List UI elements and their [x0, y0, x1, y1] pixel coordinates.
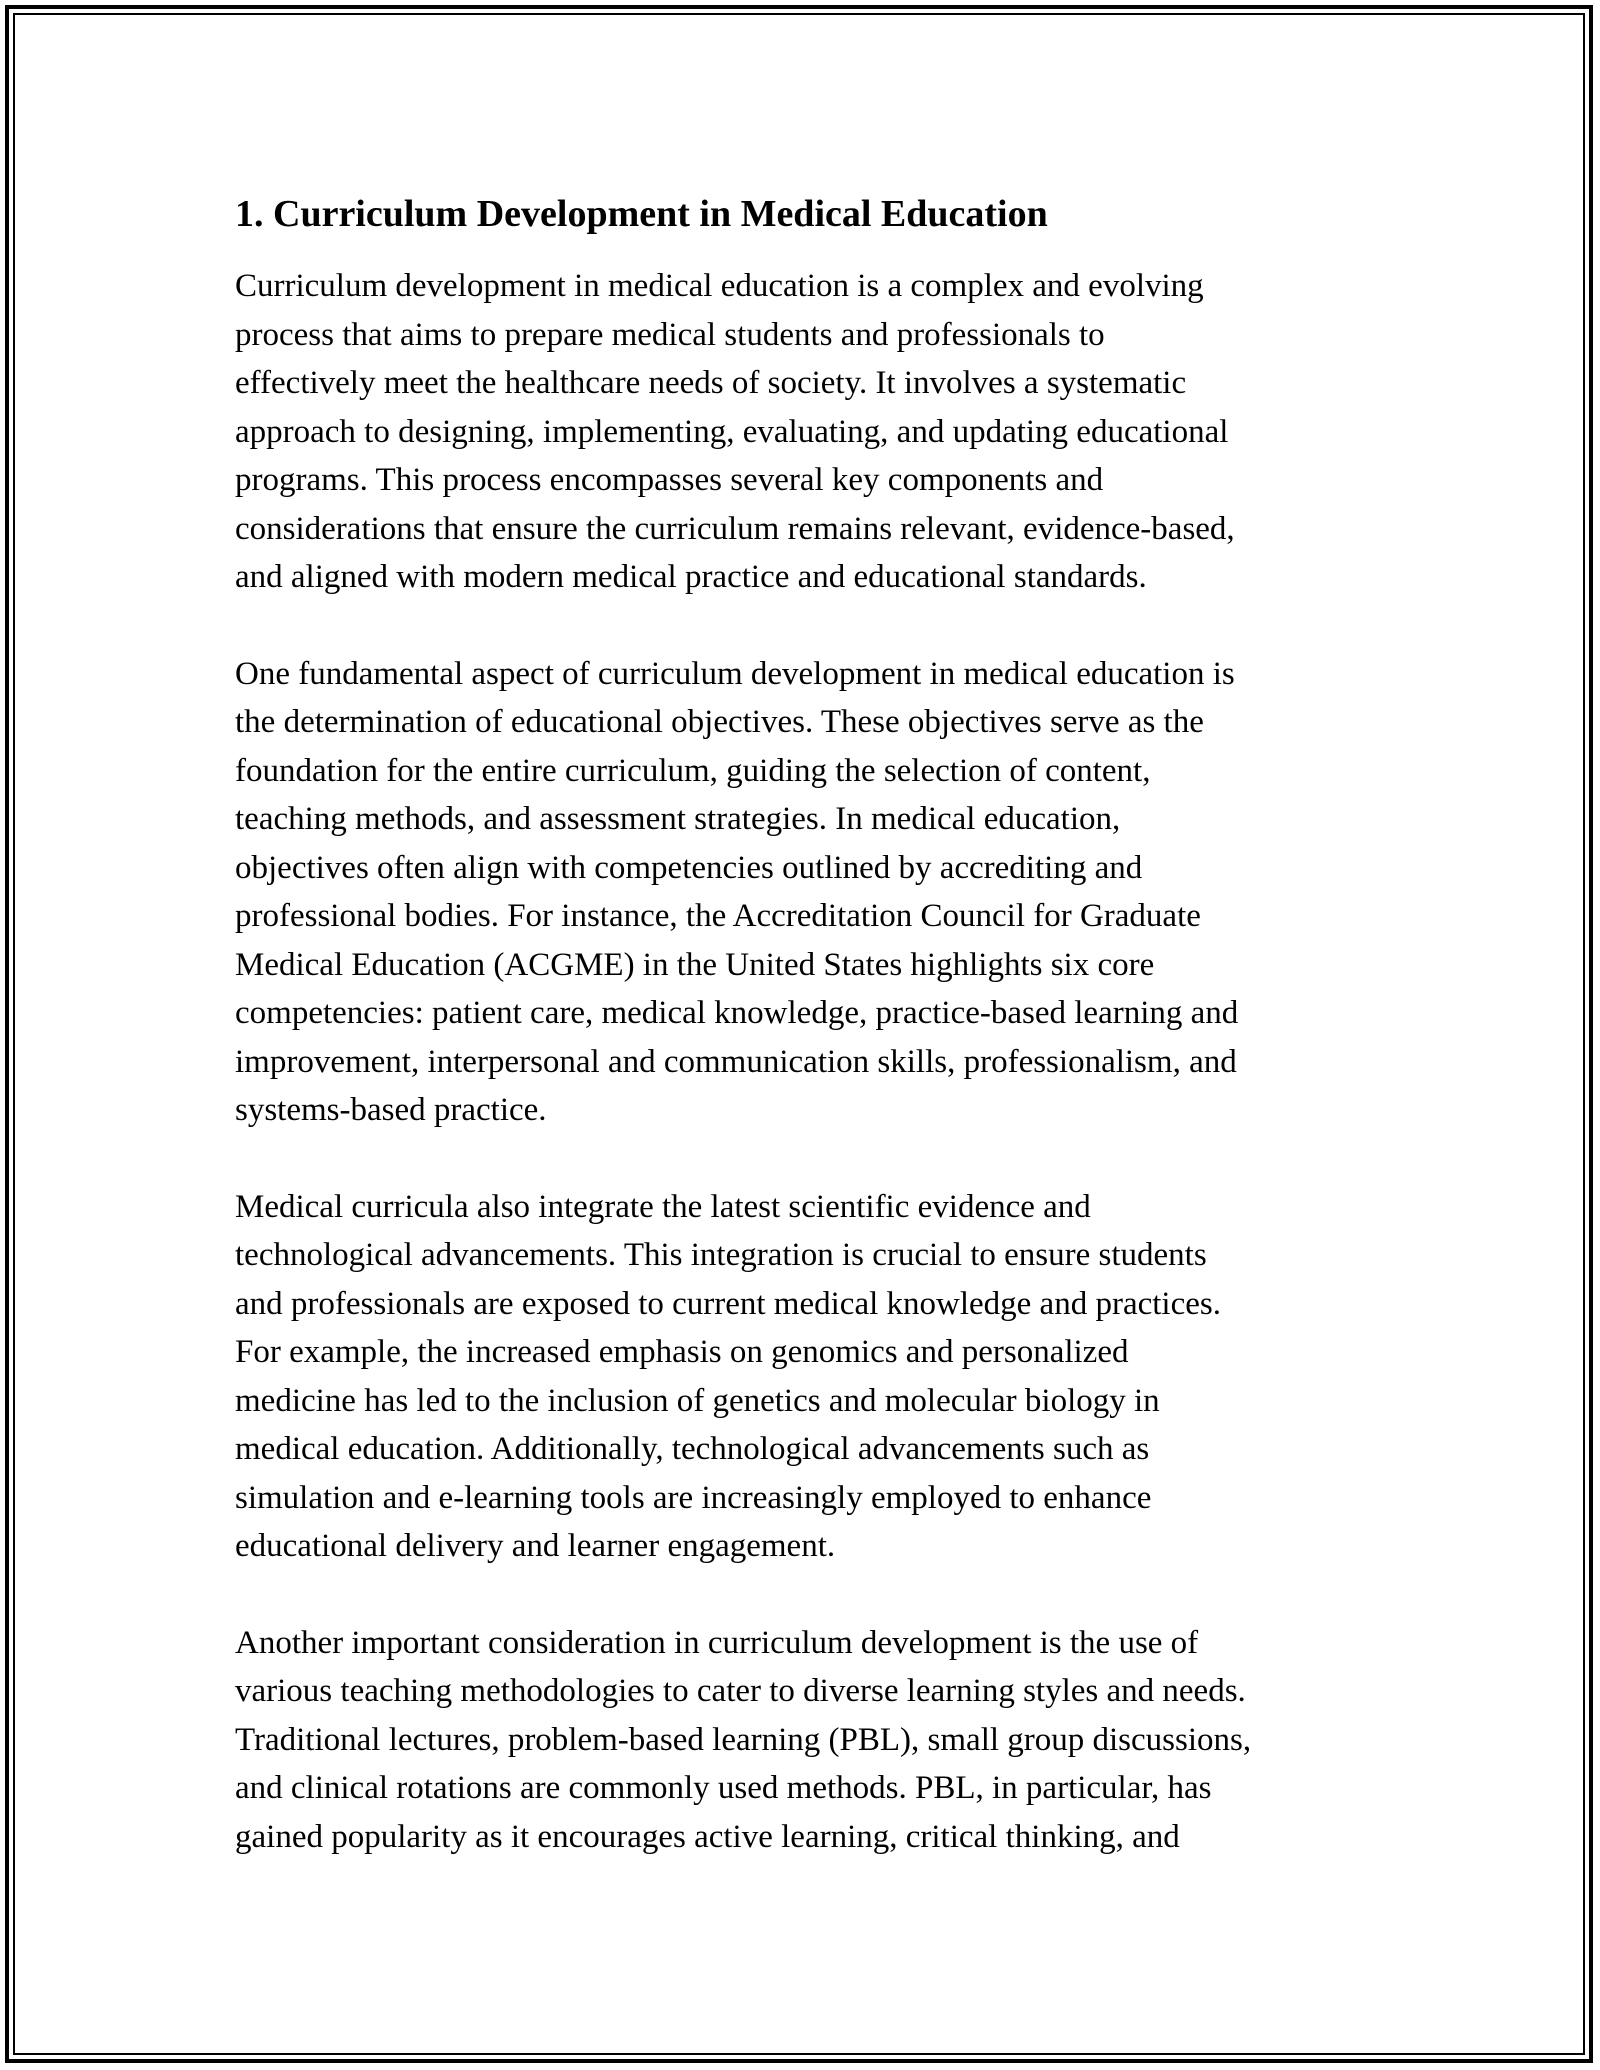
paragraph-line: Traditional lectures, problem-based learning (PBL), small group discussions, [235, 1721, 1252, 1758]
paragraph-line: objectives often align with competencies outlined by accrediting and [235, 849, 1143, 886]
paragraph-line: medicine has led to the inclusion of genetics and molecular biology in [235, 1382, 1160, 1419]
paragraph-line: teaching methods, and assessment strategies. In medical education, [235, 801, 1121, 837]
paragraph-line: competencies: patient care, medical knowledge, practice-based learning and [235, 995, 1239, 1031]
paragraph-line: and professionals are exposed to current medical knowledge and practices. [235, 1285, 1221, 1322]
paragraph-line: simulation and e-learning tools are increasingly employed to enhance [235, 1479, 1152, 1516]
paragraph-line: process that aims to prepare medical students and professionals to [235, 316, 1105, 353]
paragraph-line: Curriculum development in medical education is a complex and evolving [235, 268, 1204, 304]
paragraph-line: improvement, interpersonal and communication skills, professionalism, and [235, 1043, 1237, 1080]
paragraph-line: One fundamental aspect of curriculum development in medical education is [235, 655, 1235, 692]
body-paragraph [235, 262, 1395, 602]
paragraph-line: systems-based practice. [235, 1092, 547, 1128]
paragraph-line: gained popularity as it encourages active learning, critical thinking, and [235, 1818, 1180, 1855]
body-paragraph [235, 1619, 1395, 1862]
paragraph-line: the determination of educational objectives. These objectives serve as the [235, 704, 1204, 740]
paragraph-line: various teaching methodologies to cater to diverse learning styles and needs. [235, 1673, 1246, 1709]
paragraph-line: For example, the increased emphasis on genomics and personalized [235, 1334, 1129, 1370]
paragraph-line: Medical curricula also integrate the latest scientific evidence and [235, 1188, 1091, 1225]
paragraph-line: and aligned with modern medical practice and educational standards. [235, 559, 1147, 595]
paragraph-line: approach to designing, implementing, evaluating, and updating educational [235, 413, 1229, 450]
paragraph-line: Medical Education (ACGME) in the United States highlights six core [235, 946, 1155, 983]
paragraph-line: foundation for the entire curriculum, guiding the selection of content, [235, 752, 1151, 789]
paragraph-line: considerations that ensure the curriculum remains relevant, evidence-based, [235, 510, 1235, 547]
section-heading: 1. Curriculum Development in Medical Education [235, 193, 1048, 235]
paragraph-line: educational delivery and learner engagement. [235, 1528, 836, 1564]
paragraph-line: technological advancements. This integration is crucial to ensure students [235, 1237, 1207, 1273]
paragraph-line: medical education. Additionally, technological advancements such as [235, 1431, 1150, 1467]
document-body [235, 186, 1395, 1909]
paragraph-line: Another important consideration in curriculum development is the use of [235, 1624, 1199, 1661]
paragraph-line: programs. This process encompasses several key components and [235, 462, 1104, 498]
paragraph-line: effectively meet the healthcare needs of society. It involves a systematic [235, 365, 1187, 401]
paragraph-list [235, 262, 1395, 1861]
body-paragraph [235, 1183, 1395, 1571]
paragraph-line: and clinical rotations are commonly used methods. PBL, in particular, has [235, 1770, 1212, 1806]
body-paragraph [235, 650, 1395, 1135]
paragraph-line: professional bodies. For instance, the Accreditation Council for Graduate [235, 898, 1201, 934]
